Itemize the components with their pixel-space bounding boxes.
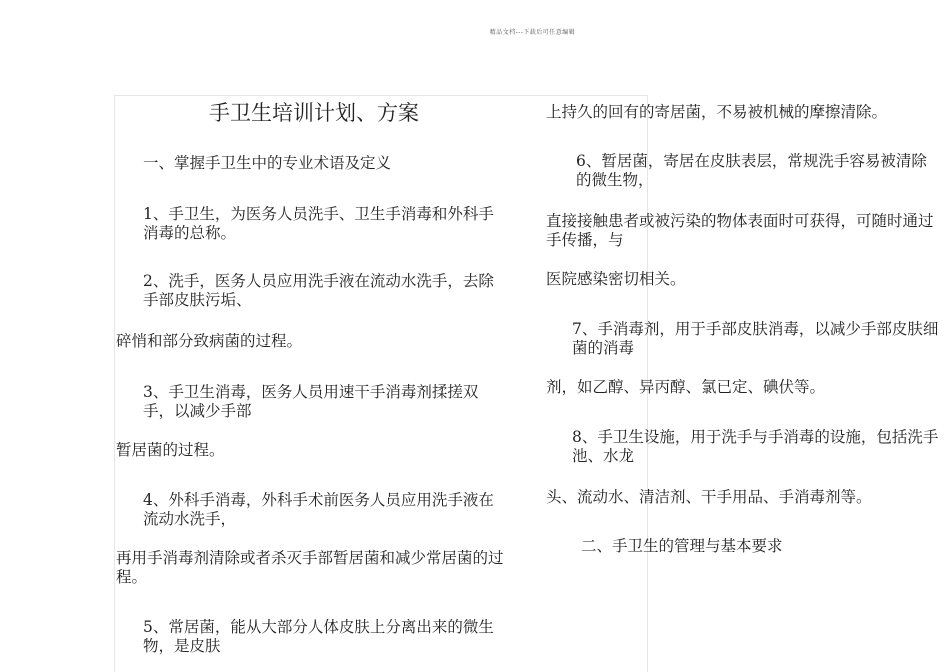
definition-hand-antiseptic-cont: 剂，如乙醇、异丙醇、氯已定、碘伏等。 (546, 378, 826, 396)
definition-hand-antiseptic: 7、手消毒剂，用于手部皮肤消毒，以减少手部皮肤细菌的消毒 (572, 320, 939, 357)
definition-transient-flora: 6、暂居菌，寄居在皮肤表层，常规洗手容易被清除的微生物， (576, 152, 927, 189)
definition-hand-hygiene: 1、手卫生，为医务人员洗手、卫生手消毒和外科手消毒的总称。 (143, 205, 494, 242)
definition-hand-hygiene-facilities-cont: 头、流动水、清洁剂、干手用品、手消毒剂等。 (546, 488, 872, 506)
section-heading-management: 二、手卫生的管理与基本要求 (581, 537, 783, 555)
definition-transient-flora-cont-1: 直接接触患者或被污染的物体表面时可获得，可随时通过手传播，与 (546, 212, 934, 249)
definition-hand-hygiene-facilities: 8、手卫生设施，用于洗手与手消毒的设施，包括洗手池、水龙 (572, 428, 939, 465)
definition-hand-disinfection-cont: 暂居菌的过程。 (116, 441, 225, 459)
document-title: 手卫生培训计划、方案 (209, 101, 419, 125)
section-heading-terms: 一、掌握手卫生中的专业术语及定义 (143, 154, 392, 172)
definition-hand-washing-cont: 碎悄和部分致病菌的过程。 (116, 332, 303, 350)
definition-resident-flora-cont: 上持久的回有的寄居菌，不易被机械的摩擦清除。 (546, 103, 888, 121)
definition-surgical-hand-antisepsis-cont: 再用手消毒剂清除或者杀灭手部暂居菌和减少常居菌的过程。 (116, 549, 504, 586)
definition-hand-washing: 2、洗手，医务人员应用洗手液在流动水洗手，去除手部皮肤污垢、 (143, 272, 494, 309)
definition-hand-disinfection: 3、手卫生消毒，医务人员用速干手消毒剂揉搓双手，以减少手部 (143, 383, 479, 420)
page-header-note: 精品文档---下载后可任意编辑 (489, 29, 576, 36)
definition-resident-flora: 5、常居菌，能从大部分人体皮肤上分离出来的微生物，是皮肤 (143, 618, 494, 655)
definition-transient-flora-cont-2: 医院感染密切相关。 (546, 270, 686, 288)
definition-surgical-hand-antisepsis: 4、外科手消毒，外科手术前医务人员应用洗手液在流动水洗手， (143, 491, 494, 528)
